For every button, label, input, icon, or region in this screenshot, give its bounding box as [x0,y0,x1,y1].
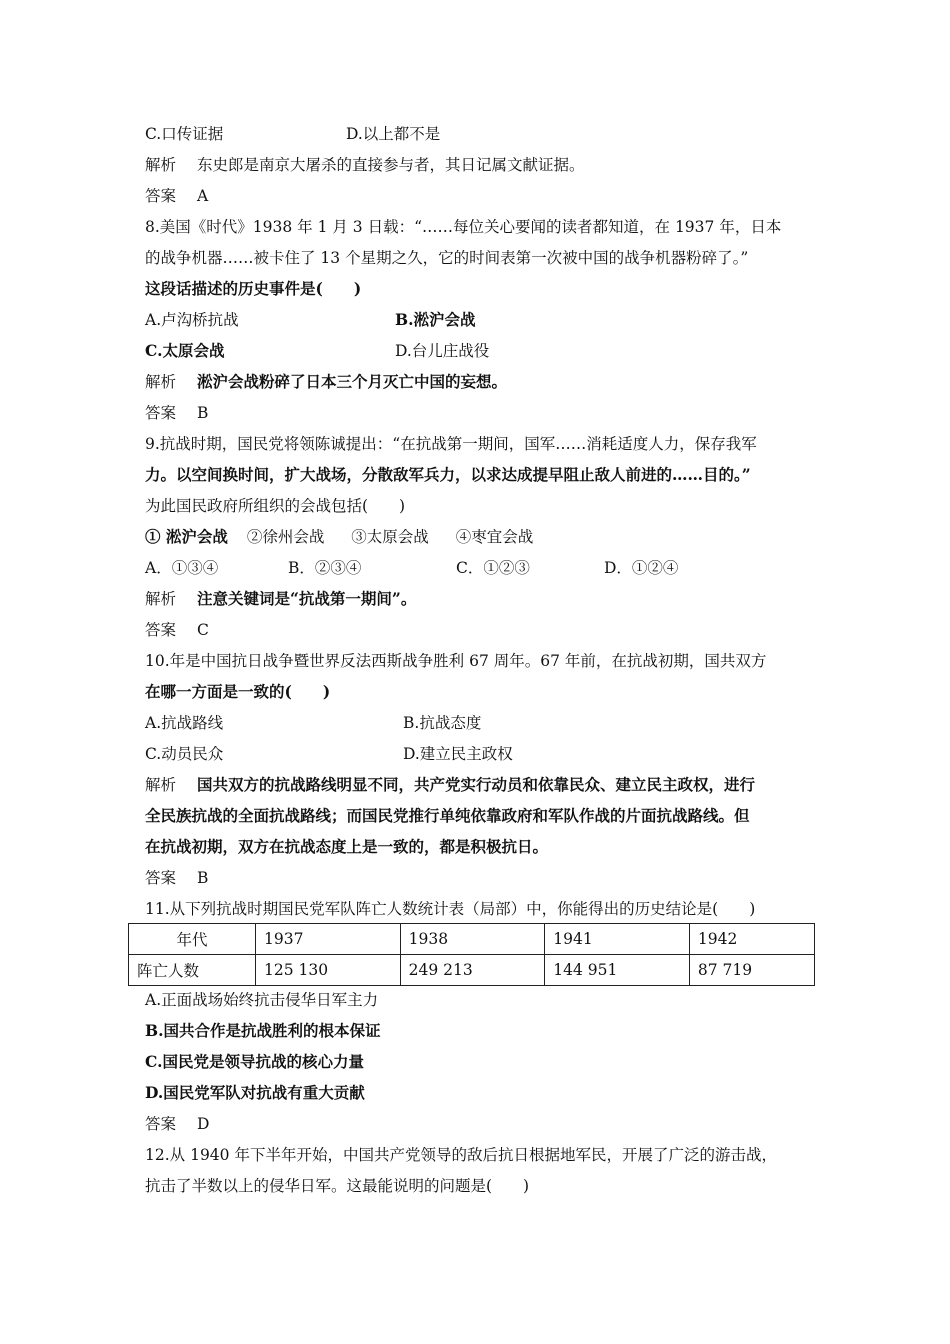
answer-label: 答案 [145,404,177,422]
answer-value: C [197,621,209,639]
q8-option-d: D.台儿庄战役 [395,342,490,360]
q10-analysis-line1 [145,775,755,795]
q8-answer [145,403,208,423]
q8-option-b: B.淞沪会战 [395,310,476,329]
table-header-cell: 1941 [545,924,690,955]
analysis-label: 解析 [145,156,177,174]
table-header-cell: 年代 [129,924,256,955]
q9-option-a: A．①③④ [145,559,219,577]
answer-label: 答案 [145,187,177,205]
q9-stem-line2: 力。以空间换时间，扩大战场，分散敌军兵力，以求达成提早阻止敌人前进的……目的。” [145,465,751,484]
answer-value: B [197,869,209,887]
q10-analysis-line3: 在抗战初期，双方在抗战态度上是一致的，都是积极抗日。 [145,837,549,856]
table-header-cell: 1938 [400,924,545,955]
analysis-label: 解析 [145,373,177,391]
q9-option-d: D．①②④ [604,559,679,577]
q10-option-b: B.抗战态度 [403,714,482,732]
q7-option-c: C.口传证据 [145,125,224,143]
analysis-text: 注意关键词是“抗战第一期间”。 [197,589,417,608]
q8-stem-line3: 这段话描述的历史事件是( ) [145,279,362,298]
answer-label: 答案 [145,1115,177,1133]
q10-stem-line1: 10.年是中国抗日战争暨世界反法西斯战争胜利 67 周年。67 年前，在抗战初期，国共双方 [145,652,767,670]
table-header-cell: 1942 [689,924,814,955]
q7-option-d: D.以上都不是 [346,125,441,143]
q12-stem-line2: 抗击了半数以上的侵华日军。这最能说明的问题是( ) [145,1177,530,1195]
q11-option-d: D.国民党军队对抗战有重大贡献 [145,1083,365,1102]
q8-option-c: C.太原会战 [145,341,225,360]
q10-option-c: C.动员民众 [145,745,224,763]
q10-option-a: A.抗战路线 [145,714,224,732]
analysis-label: 解析 [145,590,177,608]
q7-answer [145,186,208,206]
q10-analysis-line2: 全民族抗战的全面抗战路线；而国民党推行单纯依靠政府和军队作战的片面抗战路线。但 [145,806,750,825]
q7-analysis [145,155,585,175]
q9-answer [145,620,209,640]
q9-option-c: C．①②③ [456,559,530,577]
q8-option-a: A.卢沟桥抗战 [145,311,239,329]
q12-stem-line1: 12.从 1940 年下半年开始，中国共产党领导的敌后抗日根据地军民，开展了广泛的游击战， [145,1146,777,1164]
q11-stem-line1: 11.从下列抗战时期国民党军队阵亡人数统计表（局部）中，你能得出的历史结论是( ) [145,900,756,918]
answer-value: D [197,1115,210,1133]
answer-value: B [197,404,209,422]
analysis-text: 淞沪会战粉碎了日本三个月灭亡中国的妄想。 [197,372,508,391]
table-cell: 阵亡人数 [129,955,256,986]
q10-stem-line2: 在哪一方面是一致的( ) [145,682,331,701]
q9-item-4: ④枣宜会战 [455,528,534,546]
q8-stem-line1: 8.美国《时代》1938 年 1 月 3 日载：“……每位关心要闻的读者都知道，在 1937 年，日本 [145,218,782,236]
q9-stem-line1: 9.抗战时期，国民党将领陈诚提出：“在抗战第一期间，国军……消耗适度人力，保存我军 [145,435,757,453]
q9-item-3: ③太原会战 [351,528,429,546]
q11-option-b: B.国共合作是抗战胜利的根本保证 [145,1021,381,1040]
answer-label: 答案 [145,621,177,639]
q9-option-b: B．②③④ [288,559,362,577]
table-row [129,955,815,986]
q8-stem-line2: 的战争机器……被卡住了 13 个星期之久，它的时间表第一次被中国的战争机器粉碎了。” [145,249,749,267]
casualty-table [128,923,815,986]
q9-item-2: ②徐州会战 [246,528,325,546]
analysis-text: 东史郎是南京大屠杀的直接参与者，其日记属文献证据。 [197,156,585,174]
q10-answer [145,868,208,888]
q11-option-c: C.国民党是领导抗战的核心力量 [145,1052,364,1071]
q8-analysis [145,372,507,392]
q9-items [145,527,533,547]
table-cell: 144 951 [545,955,690,986]
q9-item-1: ① 淞沪会战 [145,527,228,546]
answer-value: A [197,187,209,205]
q11-answer [145,1114,209,1134]
answer-label: 答案 [145,869,177,887]
table-cell: 249 213 [400,955,545,986]
q9-stem-line3: 为此国民政府所组织的会战包括( ) [145,497,406,515]
table-cell: 87 719 [689,955,814,986]
q9-analysis [145,589,416,609]
q11-option-a: A.正面战场始终抗击侵华日军主力 [145,991,379,1009]
analysis-text: 国共双方的抗战路线明显不同，共产党实行动员和依靠民众、建立民主政权，进行 [197,775,756,794]
table-cell: 125 130 [256,955,401,986]
q10-option-d: D.建立民主政权 [403,745,513,763]
analysis-label: 解析 [145,776,177,794]
table-header-cell: 1937 [256,924,401,955]
table-header-row [129,924,815,955]
